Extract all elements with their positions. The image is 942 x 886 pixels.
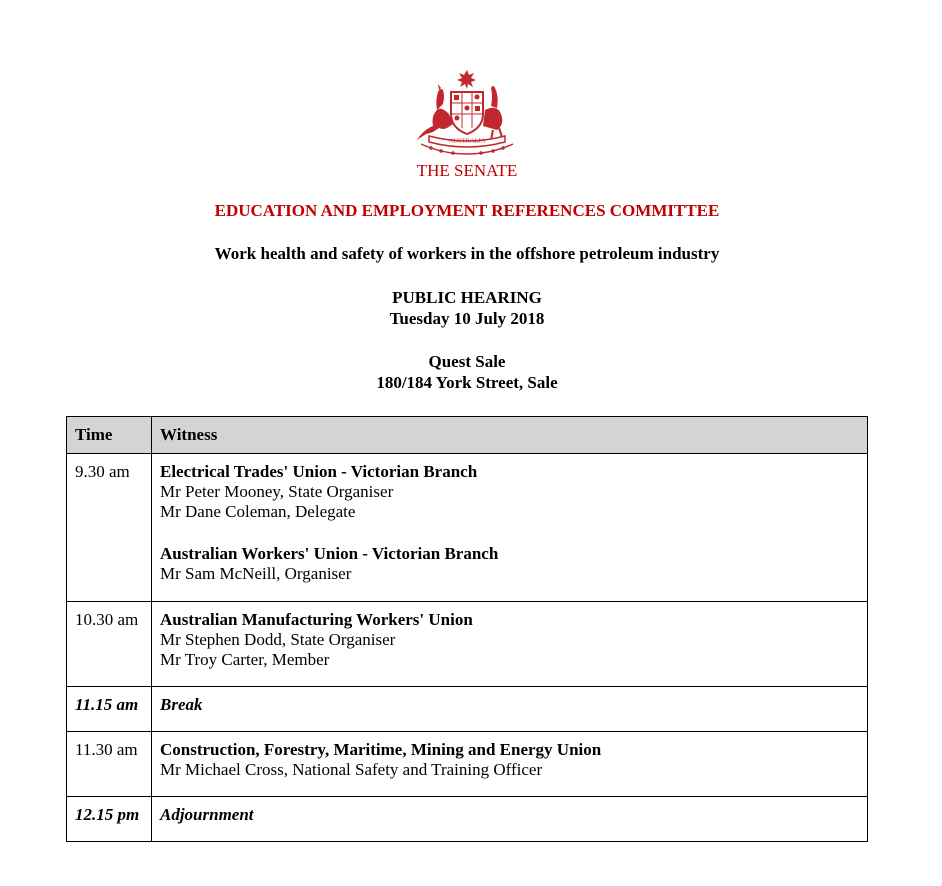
table-row (67, 687, 868, 732)
witness-column-header: Witness (152, 417, 868, 454)
witness-cell (152, 732, 868, 797)
table-header-row (67, 417, 868, 454)
program-table (66, 416, 868, 842)
organisation-name: Australian Manufacturing Workers' Union (160, 610, 473, 629)
session-time: 10.30 am (67, 602, 152, 687)
hearing-date: Tuesday 10 July 2018 (389, 309, 545, 328)
organisation-name: Electrical Trades' Union - Victorian Branch (160, 462, 478, 481)
session-time: 11.30 am (67, 732, 152, 797)
witness-cell (152, 454, 868, 602)
table-row (67, 732, 868, 797)
table-row (67, 797, 868, 842)
venue-address: 180/184 York Street, Sale (376, 373, 558, 392)
time-column-header: Time (67, 417, 152, 454)
house-name: THE SENATE (416, 161, 518, 180)
table-row (67, 602, 868, 687)
hearing-details (0, 287, 934, 329)
coat-of-arms-icon (413, 68, 521, 156)
session-time: 12.15 pm (67, 797, 152, 842)
session-event: Break (152, 687, 868, 732)
organisation-name: Australian Workers' Union - Victorian Branch (160, 544, 499, 563)
hearing-type: PUBLIC HEARING (392, 288, 542, 307)
witness-name: Mr Peter Mooney, State Organiser (160, 482, 394, 501)
venue-name: Quest Sale (428, 352, 506, 371)
table-row (67, 454, 868, 602)
committee-name: EDUCATION AND EMPLOYMENT REFERENCES COMMITTEE (214, 201, 720, 220)
session-time: 9.30 am (67, 454, 152, 602)
witness-name: Mr Troy Carter, Member (160, 650, 330, 669)
organisation-name: Construction, Forestry, Maritime, Mining and Energy Union (160, 740, 602, 759)
witness-name: Mr Michael Cross, National Safety and Training Officer (160, 760, 543, 779)
svg-text:AUSTRALIA: AUSTRALIA (448, 137, 486, 145)
venue-details (0, 351, 934, 393)
group-spacer (160, 522, 867, 544)
session-time: 11.15 am (67, 687, 152, 732)
witness-name: Mr Dane Coleman, Delegate (160, 502, 356, 521)
witness-name: Mr Sam McNeill, Organiser (160, 564, 352, 583)
session-event: Adjournment (152, 797, 868, 842)
inquiry-title: Work health and safety of workers in the offshore petroleum industry (214, 244, 720, 263)
witness-cell (152, 602, 868, 687)
witness-name: Mr Stephen Dodd, State Organiser (160, 630, 396, 649)
